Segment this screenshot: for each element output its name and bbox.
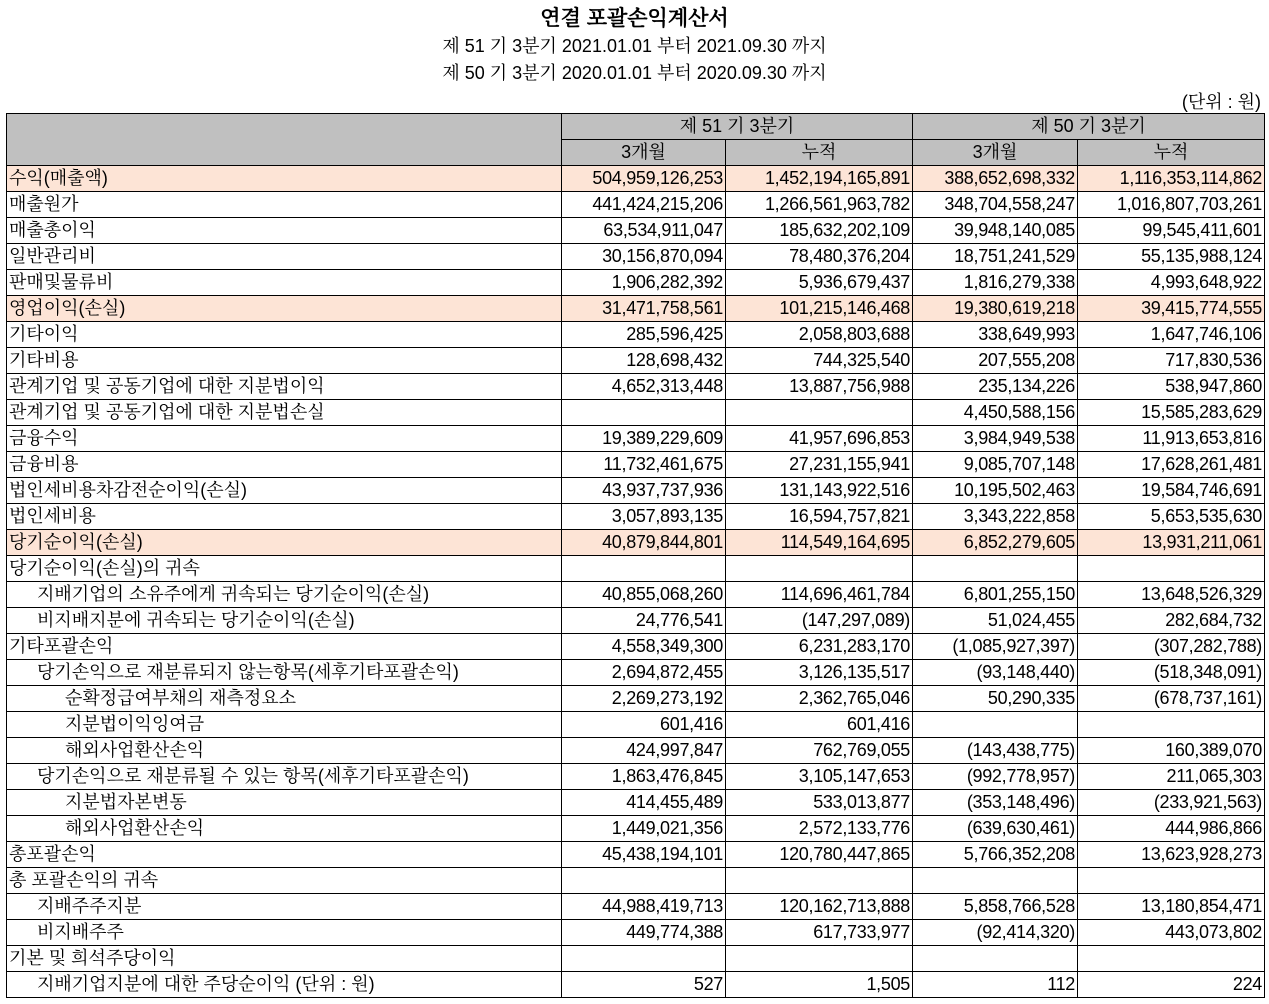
value-current-cum: 533,013,877 [726, 790, 913, 816]
value-current-3m: 31,471,758,561 [562, 296, 726, 322]
value-current-cum: 1,452,194,165,891 [726, 166, 913, 192]
value-prior-cum: 282,684,732 [1078, 608, 1265, 634]
value-current-3m: 285,596,425 [562, 322, 726, 348]
value-current-3m: 30,156,870,094 [562, 244, 726, 270]
table-row [7, 426, 1265, 452]
value-current-3m [562, 556, 726, 582]
value-prior-3m: 5,858,766,528 [913, 894, 1078, 920]
row-label: 금융비용 [7, 452, 562, 478]
value-current-cum: 6,231,283,170 [726, 634, 913, 660]
row-label: 총 포괄손익의 귀속 [7, 868, 562, 894]
value-prior-3m: 348,704,558,247 [913, 192, 1078, 218]
value-current-3m: 63,534,911,047 [562, 218, 726, 244]
table-row [7, 504, 1265, 530]
value-current-cum: (147,297,089) [726, 608, 913, 634]
header-current-3m: 3개월 [562, 140, 726, 166]
value-current-cum [726, 946, 913, 972]
value-prior-cum: 13,931,211,061 [1078, 530, 1265, 556]
value-current-cum: 16,594,757,821 [726, 504, 913, 530]
table-row [7, 400, 1265, 426]
value-current-3m: 1,906,282,392 [562, 270, 726, 296]
value-prior-3m: 112 [913, 972, 1078, 998]
value-current-cum: 5,936,679,437 [726, 270, 913, 296]
row-label: 당기손익으로 재분류될 수 있는 항목(세후기타포괄손익) [7, 764, 562, 790]
value-current-cum [726, 400, 913, 426]
row-label: 해외사업환산손익 [7, 738, 562, 764]
table-row [7, 842, 1265, 868]
value-prior-3m: 338,649,993 [913, 322, 1078, 348]
value-current-cum: 3,126,135,517 [726, 660, 913, 686]
value-prior-3m: 51,024,455 [913, 608, 1078, 634]
value-current-3m: 2,694,872,455 [562, 660, 726, 686]
table-row [7, 686, 1265, 712]
value-prior-3m: 388,652,698,332 [913, 166, 1078, 192]
value-prior-cum: (518,348,091) [1078, 660, 1265, 686]
table-row [7, 868, 1265, 894]
value-prior-cum: 13,180,854,471 [1078, 894, 1265, 920]
table-row [7, 712, 1265, 738]
value-current-3m: 45,438,194,101 [562, 842, 726, 868]
value-current-cum: 185,632,202,109 [726, 218, 913, 244]
value-prior-cum: 538,947,860 [1078, 374, 1265, 400]
value-prior-3m: 6,801,255,150 [913, 582, 1078, 608]
value-prior-3m: 1,816,279,338 [913, 270, 1078, 296]
value-current-cum: 78,480,376,204 [726, 244, 913, 270]
value-current-3m: 40,855,068,260 [562, 582, 726, 608]
value-current-3m: 1,863,476,845 [562, 764, 726, 790]
table-row [7, 946, 1265, 972]
value-prior-cum: 11,913,653,816 [1078, 426, 1265, 452]
table-row [7, 582, 1265, 608]
value-prior-3m: 19,380,619,218 [913, 296, 1078, 322]
table-row [7, 452, 1265, 478]
value-prior-cum: 1,016,807,703,261 [1078, 192, 1265, 218]
table-row [7, 322, 1265, 348]
value-prior-cum: 15,585,283,629 [1078, 400, 1265, 426]
value-prior-cum: 39,415,774,555 [1078, 296, 1265, 322]
header-prior-period: 제 50 기 3분기 [913, 114, 1265, 140]
table-row [7, 608, 1265, 634]
value-prior-cum: 13,623,928,273 [1078, 842, 1265, 868]
value-current-cum: 762,769,055 [726, 738, 913, 764]
value-current-3m: 441,424,215,206 [562, 192, 726, 218]
value-current-cum: 120,162,713,888 [726, 894, 913, 920]
table-row [7, 634, 1265, 660]
value-prior-3m [913, 712, 1078, 738]
value-prior-cum: 443,073,802 [1078, 920, 1265, 946]
row-label: 비지배주주 [7, 920, 562, 946]
table-row [7, 244, 1265, 270]
value-prior-cum: 444,986,866 [1078, 816, 1265, 842]
value-prior-cum: 1,116,353,114,862 [1078, 166, 1265, 192]
value-prior-cum: 1,647,746,106 [1078, 322, 1265, 348]
value-prior-3m [913, 868, 1078, 894]
table-row [7, 166, 1265, 192]
row-label: 기본 및 희석주당이익 [7, 946, 562, 972]
value-prior-3m: (992,778,957) [913, 764, 1078, 790]
value-current-cum: 114,549,164,695 [726, 530, 913, 556]
header-prior-3m: 3개월 [913, 140, 1078, 166]
value-current-cum: 2,572,133,776 [726, 816, 913, 842]
value-prior-3m: (92,414,320) [913, 920, 1078, 946]
row-label: 영업이익(손실) [7, 296, 562, 322]
value-current-cum: 1,266,561,963,782 [726, 192, 913, 218]
value-current-3m: 424,997,847 [562, 738, 726, 764]
value-prior-3m: 6,852,279,605 [913, 530, 1078, 556]
value-prior-cum: 13,648,526,329 [1078, 582, 1265, 608]
value-current-3m: 24,776,541 [562, 608, 726, 634]
value-prior-cum [1078, 868, 1265, 894]
value-current-cum: 27,231,155,941 [726, 452, 913, 478]
header-current-cum: 누적 [726, 140, 913, 166]
value-prior-3m: 3,984,949,538 [913, 426, 1078, 452]
value-current-3m: 4,558,349,300 [562, 634, 726, 660]
period-current: 제 51 기 3분기 2021.01.01 부터 2021.09.30 까지 [442, 36, 827, 56]
value-current-3m: 1,449,021,356 [562, 816, 726, 842]
value-prior-3m: 9,085,707,148 [913, 452, 1078, 478]
value-prior-3m: 5,766,352,208 [913, 842, 1078, 868]
value-prior-cum: 717,830,536 [1078, 348, 1265, 374]
table-row [7, 192, 1265, 218]
value-prior-3m: 50,290,335 [913, 686, 1078, 712]
value-current-cum: 131,143,922,516 [726, 478, 913, 504]
row-label: 당기순이익(손실)의 귀속 [7, 556, 562, 582]
table-row [7, 790, 1265, 816]
value-prior-cum [1078, 946, 1265, 972]
value-prior-cum: 17,628,261,481 [1078, 452, 1265, 478]
value-current-3m: 40,879,844,801 [562, 530, 726, 556]
row-label: 관계기업 및 공동기업에 대한 지분법손실 [7, 400, 562, 426]
value-current-3m: 43,937,737,936 [562, 478, 726, 504]
value-current-3m: 19,389,229,609 [562, 426, 726, 452]
value-current-3m: 128,698,432 [562, 348, 726, 374]
value-prior-cum: 160,389,070 [1078, 738, 1265, 764]
value-prior-3m: 3,343,222,858 [913, 504, 1078, 530]
value-current-cum: 120,780,447,865 [726, 842, 913, 868]
row-label: 비지배지분에 귀속되는 당기순이익(손실) [7, 608, 562, 634]
row-label: 순확정급여부채의 재측정요소 [7, 686, 562, 712]
value-prior-3m: (1,085,927,397) [913, 634, 1078, 660]
value-current-3m [562, 946, 726, 972]
value-prior-cum: 99,545,411,601 [1078, 218, 1265, 244]
row-label: 해외사업환산손익 [7, 816, 562, 842]
value-prior-cum: 55,135,988,124 [1078, 244, 1265, 270]
row-label: 금융수익 [7, 426, 562, 452]
value-prior-3m [913, 946, 1078, 972]
value-current-3m: 4,652,313,448 [562, 374, 726, 400]
value-current-3m: 11,732,461,675 [562, 452, 726, 478]
row-label: 당기순이익(손실) [7, 530, 562, 556]
row-label: 지배기업의 소유주에게 귀속되는 당기순이익(손실) [7, 582, 562, 608]
value-current-3m: 3,057,893,135 [562, 504, 726, 530]
table-row [7, 920, 1265, 946]
value-prior-3m: 235,134,226 [913, 374, 1078, 400]
value-prior-cum: 4,993,648,922 [1078, 270, 1265, 296]
row-label: 법인세비용 [7, 504, 562, 530]
value-current-cum: 617,733,977 [726, 920, 913, 946]
value-current-cum: 114,696,461,784 [726, 582, 913, 608]
value-current-cum: 1,505 [726, 972, 913, 998]
row-label: 매출원가 [7, 192, 562, 218]
row-label: 당기손익으로 재분류되지 않는항목(세후기타포괄손익) [7, 660, 562, 686]
table-row [7, 374, 1265, 400]
value-current-3m [562, 400, 726, 426]
header-prior-cum: 누적 [1078, 140, 1265, 166]
table-row [7, 348, 1265, 374]
table-row [7, 764, 1265, 790]
table-row [7, 972, 1265, 998]
value-current-cum: 601,416 [726, 712, 913, 738]
value-prior-3m: 18,751,241,529 [913, 244, 1078, 270]
value-current-cum [726, 556, 913, 582]
row-label: 매출총이익 [7, 218, 562, 244]
value-current-3m: 504,959,126,253 [562, 166, 726, 192]
value-current-cum: 744,325,540 [726, 348, 913, 374]
value-prior-cum [1078, 712, 1265, 738]
row-label: 지분법이익잉여금 [7, 712, 562, 738]
table-row [7, 218, 1265, 244]
value-prior-cum: 211,065,303 [1078, 764, 1265, 790]
statement-title: 연결 포괄손익계산서 [540, 7, 729, 30]
row-label: 판매및물류비 [7, 270, 562, 296]
row-label: 관계기업 및 공동기업에 대한 지분법이익 [7, 374, 562, 400]
value-prior-cum: 19,584,746,691 [1078, 478, 1265, 504]
value-prior-3m: (353,148,496) [913, 790, 1078, 816]
row-label: 기타포괄손익 [7, 634, 562, 660]
unit-label: (단위 : 원) [1181, 92, 1261, 112]
value-prior-cum: (678,737,161) [1078, 686, 1265, 712]
table-row [7, 738, 1265, 764]
value-current-cum: 101,215,146,468 [726, 296, 913, 322]
value-current-cum: 13,887,756,988 [726, 374, 913, 400]
table-row [7, 296, 1265, 322]
value-prior-cum [1078, 556, 1265, 582]
row-label: 지배주주지분 [7, 894, 562, 920]
value-prior-3m: 4,450,588,156 [913, 400, 1078, 426]
value-prior-cum: (233,921,563) [1078, 790, 1265, 816]
income-statement-table [6, 113, 1265, 998]
value-prior-cum: (307,282,788) [1078, 634, 1265, 660]
row-label: 기타이익 [7, 322, 562, 348]
row-label: 지배기업지분에 대한 주당순이익 (단위 : 원) [7, 972, 562, 998]
value-prior-3m: (639,630,461) [913, 816, 1078, 842]
table-row [7, 556, 1265, 582]
value-prior-3m: 207,555,208 [913, 348, 1078, 374]
row-label: 일반관리비 [7, 244, 562, 270]
value-prior-3m: 39,948,140,085 [913, 218, 1078, 244]
value-current-cum: 41,957,696,853 [726, 426, 913, 452]
period-prior: 제 50 기 3분기 2020.01.01 부터 2020.09.30 까지 [442, 63, 827, 83]
value-current-3m: 601,416 [562, 712, 726, 738]
value-current-cum: 2,362,765,046 [726, 686, 913, 712]
row-label: 총포괄손익 [7, 842, 562, 868]
value-current-cum: 3,105,147,653 [726, 764, 913, 790]
row-label: 법인세비용차감전순이익(손실) [7, 478, 562, 504]
value-prior-3m: 10,195,502,463 [913, 478, 1078, 504]
table-row [7, 270, 1265, 296]
label-header [7, 114, 562, 166]
value-current-cum: 2,058,803,688 [726, 322, 913, 348]
row-label: 수익(매출액) [7, 166, 562, 192]
value-prior-3m [913, 556, 1078, 582]
value-prior-3m: (93,148,440) [913, 660, 1078, 686]
value-current-3m [562, 868, 726, 894]
value-prior-3m: (143,438,775) [913, 738, 1078, 764]
header-current-period: 제 51 기 3분기 [562, 114, 913, 140]
value-current-3m: 527 [562, 972, 726, 998]
value-current-3m: 44,988,419,713 [562, 894, 726, 920]
table-row [7, 894, 1265, 920]
value-prior-cum: 5,653,535,630 [1078, 504, 1265, 530]
value-current-3m: 449,774,388 [562, 920, 726, 946]
value-current-3m: 2,269,273,192 [562, 686, 726, 712]
row-label: 지분법자본변동 [7, 790, 562, 816]
table-row [7, 660, 1265, 686]
value-current-3m: 414,455,489 [562, 790, 726, 816]
row-label: 기타비용 [7, 348, 562, 374]
value-current-cum [726, 868, 913, 894]
table-row [7, 816, 1265, 842]
table-row [7, 530, 1265, 556]
table-row [7, 478, 1265, 504]
value-prior-cum: 224 [1078, 972, 1265, 998]
